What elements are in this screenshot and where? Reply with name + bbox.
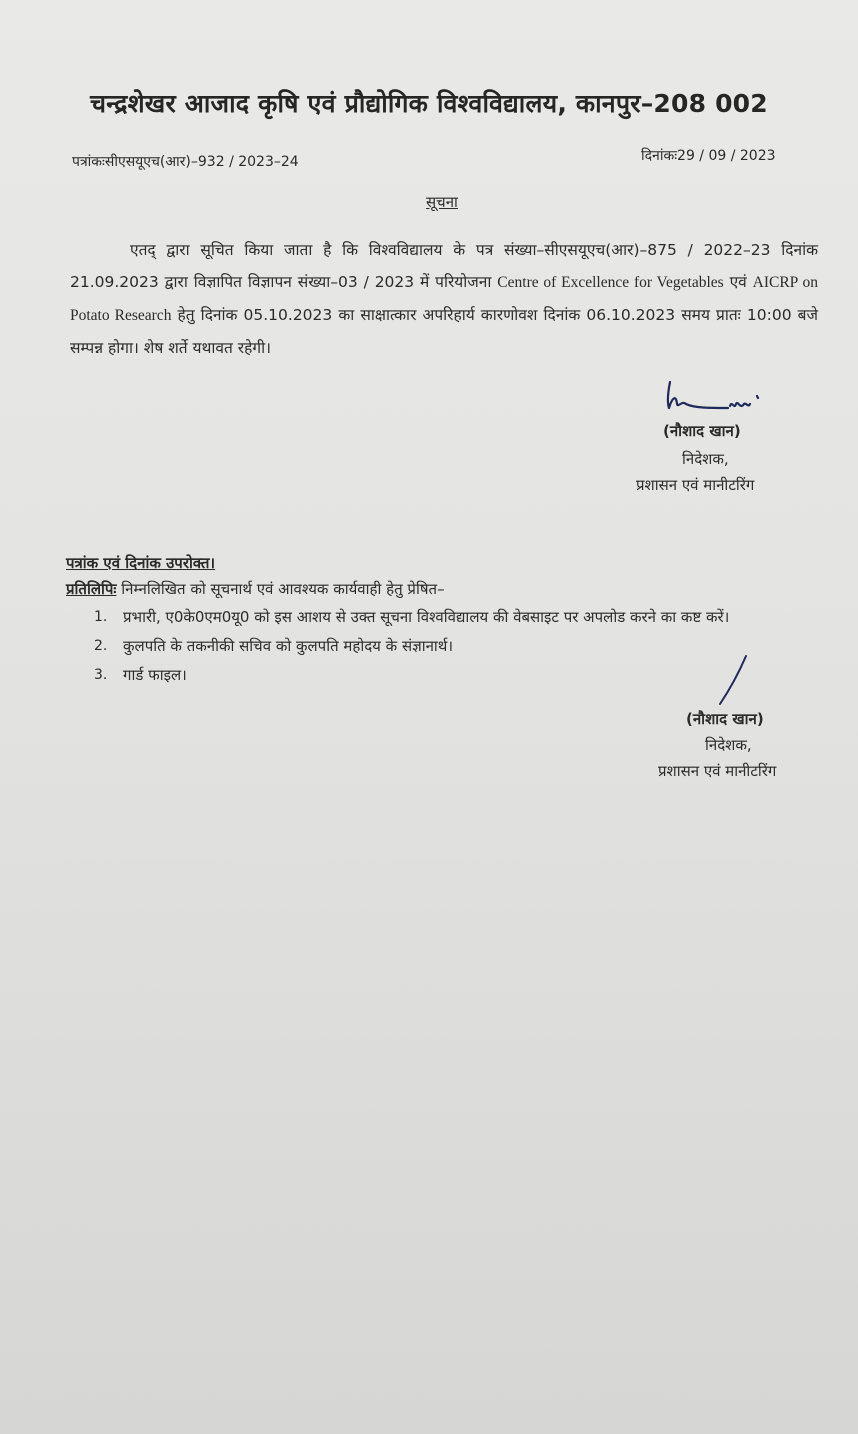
signatory-2-name: (नौशाद खान) [686,710,764,728]
list-item-number: 1. [94,609,108,625]
copy-to-text: निम्नलिखित को सूचनार्थ एवं आवश्यक कार्यवाही हेतु प्रेषित– [116,580,445,598]
list-item [94,662,810,689]
signatory-2-department: प्रशासन एवं मानीटरिंग [658,762,777,780]
body-text-1: एतद् द्वारा सूचित किया जाता है कि विश्वविद्यालय के पत्र संख्या–सीएसयूएच(आर)–875 / 2022–23 दिनांक 21.09.2023 द्वारा विज्ञापित विज्ञापन संख्या–03 / 2023 में परियोजना [70,241,818,291]
signatory-1-department: प्रशासन एवं मानीटरिंग [636,476,755,494]
copy-to-line [66,579,445,599]
signature-mark-2 [712,652,752,708]
notice-body [70,234,818,364]
list-item-text: प्रभारी, ए0के0एम0यू0 को इस आशय से उक्त सूचना विश्वविद्यालय की वेबसाइट पर अपलोड करने का कष्ट करें। [123,608,730,626]
list-item [94,604,810,631]
body-text-2: एवं [723,273,753,291]
body-text-3: हेतु दिनांक 05.10.2023 का साक्षात्कार अपरिहार्य कारणोवश दिनांक 06.10.2023 समय प्रातः 10:00 बजे सम्पन्न होगा। शेष शर्ते यथावत रहेगी। [70,306,818,357]
issue-date: दिनांकः29 / 09 / 2023 [641,148,776,164]
ref-and-date-line: पत्रांक एवं दिनांक उपरोक्त। [66,554,216,572]
signatory-1-designation: निदेशक, [682,450,729,468]
list-item [94,633,810,660]
list-item-text: गार्ड फाइल। [123,666,187,684]
notice-heading: सूचना [426,193,458,211]
list-item-number: 2. [94,638,108,654]
list-item-text: कुलपति के तकनीकी सचिव को कुलपति महोदय के संज्ञानार्थ। [123,637,454,655]
body-project-name-1: Centre of Excellence for Vegetables [497,274,724,291]
signature-mark-1 [660,378,770,418]
body-project-name-2: AICRP on Potato Research [70,274,819,324]
list-item-number: 3. [94,667,108,683]
university-title: चन्द्रशेखर आजाद कृषि एवं प्रौद्योगिक विश्वविद्यालय, कानपुर–208 002 [90,89,768,118]
reference-number: पत्रांकःसीएसयूएच(आर)–932 / 2023–24 [72,154,299,170]
signatory-1-name: (नौशाद खान) [663,422,741,440]
signatory-2-designation: निदेशक, [705,736,752,754]
copy-to-label: प्रतिलिपिः [66,580,117,598]
copy-to-list [94,604,810,691]
